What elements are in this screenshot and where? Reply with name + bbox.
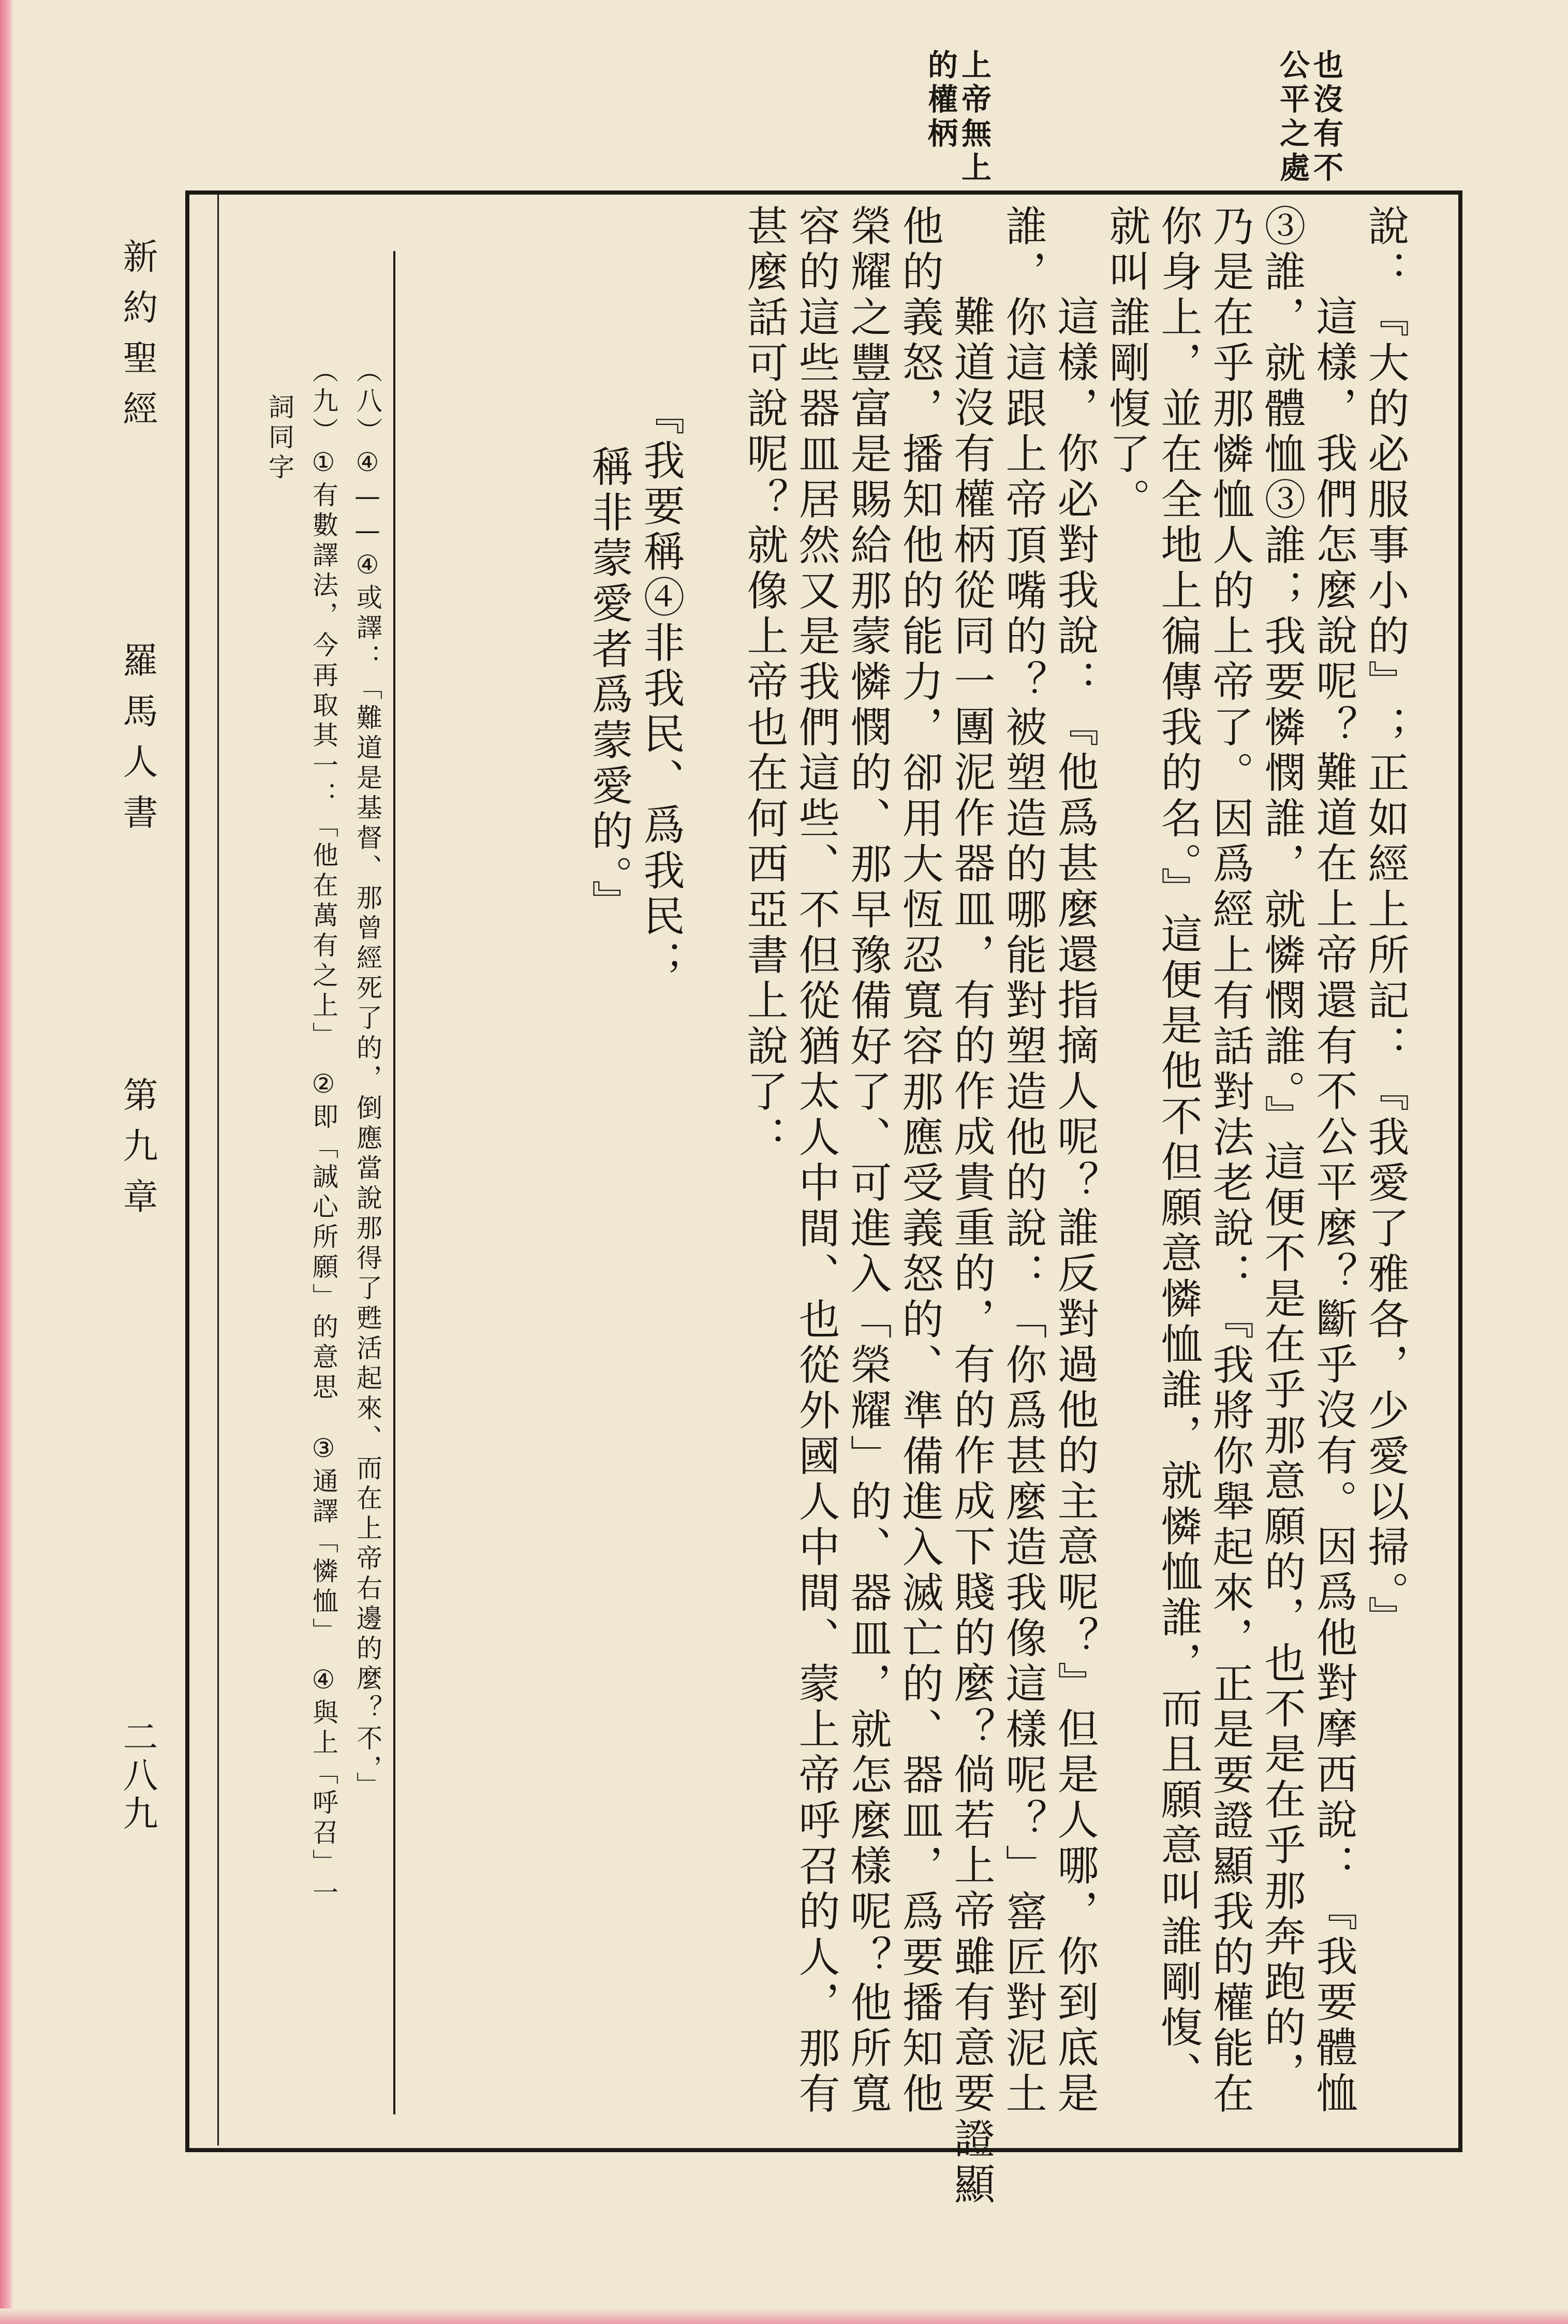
body-line: 這樣，你必對我說：『他爲甚麼還指摘人呢？誰反對過他的主意呢？』但是人哪，你到底是 [1051,295,1099,2117]
footnote-line: （八）④——④或譯：「難道是基督、那曾經死了的，倒應當說那得了甦活起來、而在上帝右邊的麼？不，」 [352,357,382,1802]
body-line: 榮耀之豐富是賜給那蒙憐憫的、那早豫備好了、可進入「榮耀」的、器皿，就怎麼樣呢？他所寬 [844,204,892,2117]
body-line: 這樣，我們怎麼說呢？難道在上帝還有不公平麼？斷乎沒有。因爲他對摩西說：『我要體恤 [1309,295,1357,2117]
side-note-authority-1: 上帝無上 [956,49,992,186]
footnote-line: （九）①有數譯法，今再取其一：「他在萬有之上」 ②即「誠心所願」的意思 ③通譯「憐恤」 ④與上「呼召」一 [308,357,338,1909]
page-number: 二八九 [117,1718,158,1833]
page-edge-tint [0,0,13,2324]
body-line: 乃是在乎那憐恤人的上帝了。因爲經上有話對法老說：『我將你舉起來，正是要證顯我的權能在 [1206,204,1254,2117]
body-line-quote: 『我要稱④非我民、爲我民； [637,393,685,986]
body-line: 他的義怒，播知他的能力，卻用大恆忍寬容那應受義怒的、準備進入滅亡的、器皿，爲要播知他 [895,204,943,2117]
running-header-epistle: 羅馬人書 [117,642,158,845]
body-line: 難道沒有權柄從同一團泥作器皿，有的作成貴重的，有的作成下賤的麼？倘若上帝雖有意要證顯 [947,295,995,2208]
running-header-book: 新約聖經 [117,238,158,441]
footnote-divider [393,251,395,2114]
page-bottom-tint [0,2308,1568,2324]
footnote-line: 詞同字 [264,393,294,483]
body-line: 誰，你這跟上帝頂嘴的？被塑造的哪能對塑造他的說：「你爲甚麼造我像這樣呢？」窰匠對泥土 [999,204,1047,2117]
side-note-fairness-1: 也沒有不 [1308,49,1343,186]
body-line: 就叫誰剛愎了。 [1102,204,1150,523]
body-line-quote: 稱非蒙愛者爲蒙愛的。』 [585,445,633,925]
running-header-chapter: 第九章 [117,1077,158,1229]
body-line: 容的這些器皿居然又是我們這些、不但從猶太人中間、也從外國人中間、蒙上帝呼召的人，那有 [792,204,840,2117]
body-line: ③誰，就體恤③誰；我要憐憫誰，就憐憫誰。』這便不是在乎那意願的，也不是在乎那奔跑的， [1258,204,1306,2097]
body-line: 說：『大的必服事小的』；正如經上所記：『我愛了雅各，少愛以掃。』 [1361,204,1409,1641]
side-note-fairness-2: 公平之處 [1275,49,1310,186]
side-note-authority-2: 的權柄 [923,49,958,152]
body-line: 甚麼話可說呢？就像上帝也在何西亞書上說了： [740,204,788,1161]
body-line: 你身上，並在全地上徧傳我的名。』這便是他不但願意憐恤誰，就憐恤誰，而且願意叫誰剛愎、 [1154,204,1202,2097]
